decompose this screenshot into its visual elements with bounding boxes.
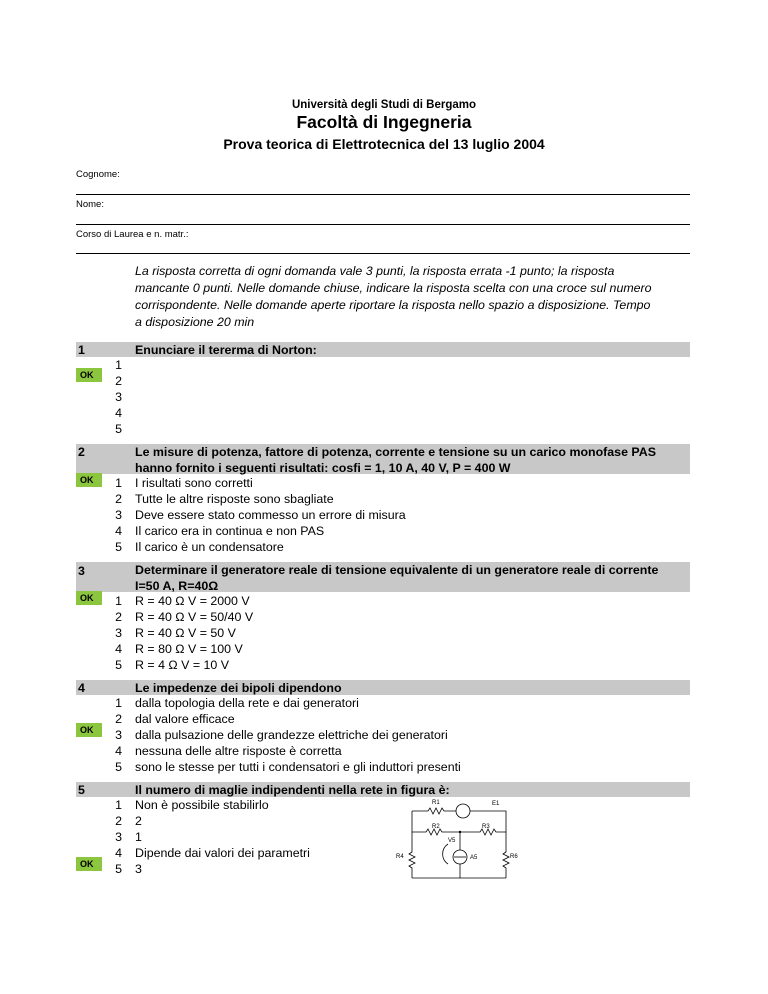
option-number[interactable]: 2 [115, 712, 122, 726]
question-number: 3 [78, 564, 85, 578]
name-field[interactable] [76, 224, 690, 225]
option-number[interactable]: 4 [115, 642, 122, 656]
option-number[interactable]: 4 [115, 744, 122, 758]
option-text: 3 [135, 862, 142, 876]
option-number[interactable]: 1 [115, 358, 122, 372]
question-text: Le misure di potenza, fattore di potenza, corrente e tensione su un carico monofase PAS hanno fornito i seguenti risultati: cosfi = 1, 10 A, 40 V, P = 400 W [135, 445, 656, 475]
option-text: 2 [135, 814, 142, 828]
university-name: Università degli Studi di Bergamo [291, 99, 477, 111]
name-label: Nome: [76, 199, 104, 210]
question-number: 4 [78, 681, 85, 695]
option-number[interactable]: 1 [115, 798, 122, 812]
option-number[interactable]: 3 [115, 626, 122, 640]
option-number[interactable]: 5 [115, 862, 122, 876]
option-number[interactable]: 3 [115, 390, 122, 404]
option-text: I risultati sono corretti [135, 476, 253, 490]
circuit-diagram [394, 796, 524, 882]
surname-field[interactable] [76, 194, 690, 195]
ok-badge: OK [76, 473, 102, 487]
option-text: dalla topologia della rete e dai generatori [135, 696, 359, 710]
option-text: sono le stesse per tutti i condensatori e gli induttori presenti [135, 760, 461, 774]
ok-badge: OK [76, 723, 102, 737]
faculty-name: Facoltà di Ingegneria [296, 112, 472, 132]
circuit-label: R2 [432, 824, 440, 830]
circuit-label: A5 [470, 855, 478, 861]
question-text: Enunciare il tererma di Norton: [135, 343, 317, 357]
option-number[interactable]: 2 [115, 814, 122, 828]
option-number[interactable]: 2 [115, 492, 122, 506]
option-text: R = 80 Ω V = 100 V [135, 642, 243, 656]
question-number: 2 [78, 445, 85, 459]
instructions: La risposta corretta di ogni domanda vale 3 punti, la risposta errata -1 punto; la risposta mancante 0 punti. Nelle domande chiuse, indicare la risposta scelta con una croce sul numero corrispondente. Nelle domande aperte riportare la risposta nello spazio a disposizione. Tempo a disposizione 20 min [135, 264, 652, 329]
option-text: dal valore efficace [135, 712, 235, 726]
option-number[interactable]: 3 [115, 830, 122, 844]
circuit-label: R4 [396, 854, 404, 860]
option-text: Il carico è un condensatore [135, 540, 284, 554]
circuit-label: R1 [432, 800, 440, 806]
question-number: 1 [78, 343, 85, 357]
option-text: Non è possibile stabilirlo [135, 798, 269, 812]
option-text: 1 [135, 830, 142, 844]
option-number[interactable]: 5 [115, 422, 122, 436]
option-number[interactable]: 1 [115, 696, 122, 710]
ok-badge: OK [76, 591, 102, 605]
surname-label: Cognome: [76, 169, 120, 180]
circuit-label: V5 [448, 838, 456, 844]
question-number: 5 [78, 783, 85, 797]
option-text: nessuna delle altre risposte è corretta [135, 744, 342, 758]
option-text: dalla pulsazione delle grandezze elettriche dei generatori [135, 728, 448, 742]
option-number[interactable]: 1 [115, 476, 122, 490]
option-text: R = 40 Ω V = 50/40 V [135, 610, 254, 624]
ok-badge: OK [76, 857, 102, 871]
question-text: Il numero di maglie indipendenti nella rete in figura è: [135, 783, 450, 797]
option-text: R = 40 Ω V = 50 V [135, 626, 236, 640]
circuit-label: R6 [510, 854, 518, 860]
option-text: R = 4 Ω V = 10 V [135, 658, 229, 672]
option-number[interactable]: 4 [115, 406, 122, 420]
exam-title: Prova teorica di Elettrotecnica del 13 luglio 2004 [223, 136, 545, 152]
option-number[interactable]: 5 [115, 658, 122, 672]
option-number[interactable]: 1 [115, 594, 122, 608]
option-number[interactable]: 3 [115, 728, 122, 742]
option-number[interactable]: 4 [115, 524, 122, 538]
question-text: Determinare il generatore reale di tensione equivalente di un generatore reale di corrente I=50 A, R=40Ω [135, 563, 659, 593]
option-text: Il carico era in continua e non PAS [135, 524, 325, 538]
option-number[interactable]: 2 [115, 610, 122, 624]
course-field[interactable] [76, 253, 690, 254]
option-number[interactable]: 2 [115, 374, 122, 388]
option-text: Dipende dai valori dei parametri [135, 846, 310, 860]
option-text: Tutte le altre risposte sono sbagliate [135, 492, 334, 506]
option-number[interactable]: 5 [115, 760, 122, 774]
option-number[interactable]: 5 [115, 540, 122, 554]
question-text: Le impedenze dei bipoli dipendono [135, 681, 342, 695]
circuit-label: E1 [492, 801, 500, 807]
course-label: Corso di Laurea e n. matr.: [76, 229, 189, 240]
ok-badge: OK [76, 368, 102, 382]
circuit-label: R3 [482, 824, 490, 830]
option-text: Deve essere stato commesso un errore di misura [135, 508, 406, 522]
option-text: R = 40 Ω V = 2000 V [135, 594, 250, 608]
option-number[interactable]: 3 [115, 508, 122, 522]
option-number[interactable]: 4 [115, 846, 122, 860]
